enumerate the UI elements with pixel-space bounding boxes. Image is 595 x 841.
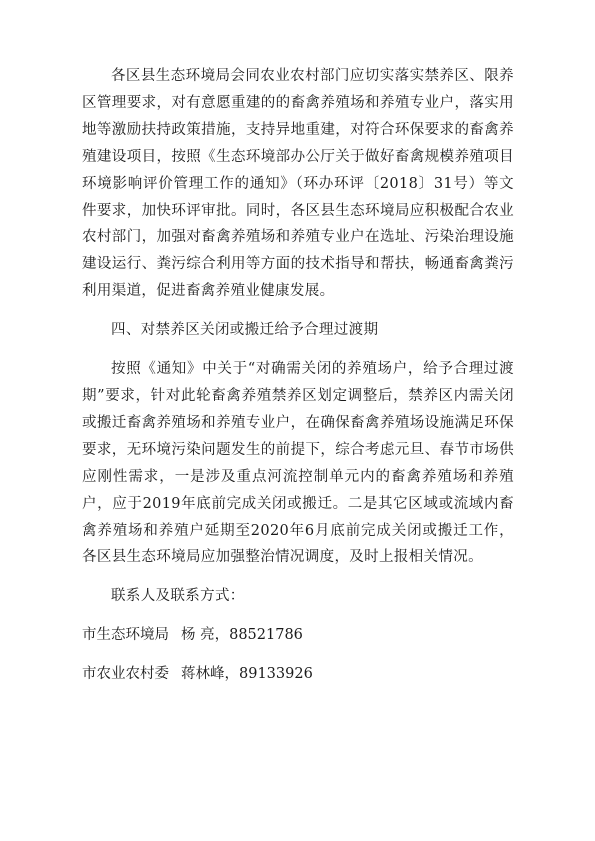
contact-org: 市农业农村委 <box>82 666 169 683</box>
document-body <box>82 63 514 688</box>
paragraph-1: 各区县生态环境局会同农业农村部门应切实落实禁养区、限养区管理要求，对有意愿重建的的畜禽养殖场和养殖专业户，落实用地等激励扶持政策措施，支持异地重建，对符合环保要求的畜禽养殖建设项目，按照《生态环境部办公厅关于做好畜禽规模养殖项目环境影响评价管理工作的通知》（环办环评〔2018〕31号）等文件要求，加快环评审批。同时，各区县生态环境局应积极配合农业农村部门，加强对畜禽养殖场和养殖专业户在选址、污染治理设施建设运行、粪污综合利用等方面的技术指导和帮扶，畅通畜禽粪污利用渠道，促进畜禽养殖业健康发展。 <box>82 68 514 300</box>
contact-person: 杨 亮，88521786 <box>181 627 303 644</box>
contact-label: 联系人及联系方式： <box>111 588 245 605</box>
section-heading: 四、对禁养区关闭或搬迁给予合理过渡期 <box>111 322 379 339</box>
contact-person: 蒋林峰，89133926 <box>181 666 313 683</box>
contact-line <box>82 661 514 688</box>
paragraph-2: 按照《通知》中关于“对确需关闭的养殖场户，给予合理过渡期”要求，针对此轮畜禽养殖禁养区划定调整后，禁养区内需关闭或搬迁畜禽养殖场和养殖专业户，在确保畜禽养殖场设施满足环保要求，无环境污染问题发生的前提下，综合考虑元旦、春节市场供应刚性需求，一是涉及重点河流控制单元内的畜禽养殖场和养殖户，应于2019年底前完成关闭或搬迁。二是其它区域或流域内畜禽养殖场和养殖户延期至2020年6月底前完成关闭或搬迁工作，各区县生态环境局应加强整治情况调度，及时上报相关情况。 <box>82 361 514 566</box>
contact-org: 市生态环境局 <box>82 627 169 644</box>
contact-line <box>82 622 514 649</box>
